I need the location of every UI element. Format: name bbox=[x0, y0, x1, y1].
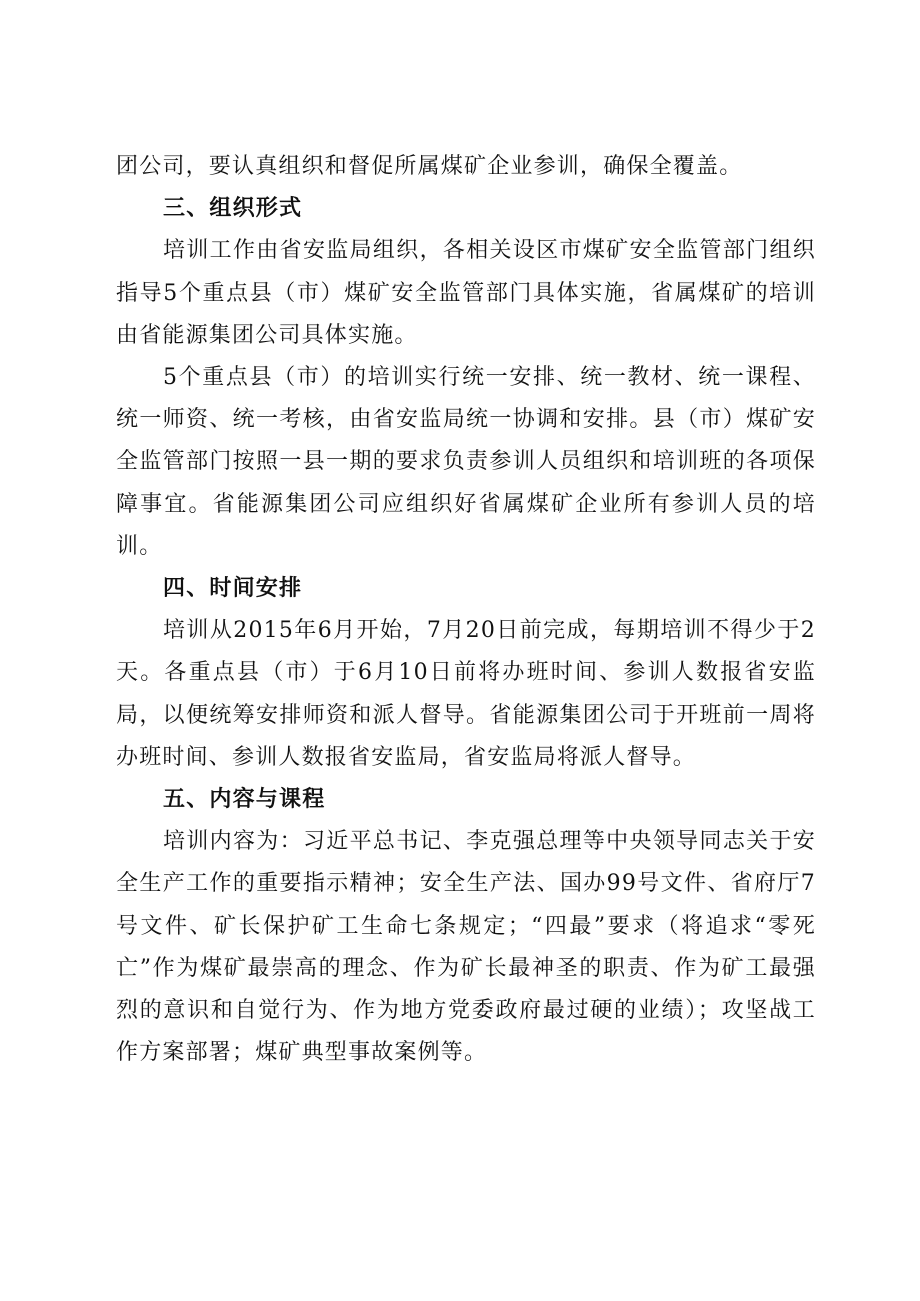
section-heading-content-courses: 五、内容与课程 bbox=[163, 787, 326, 813]
document-body bbox=[116, 146, 816, 1074]
paragraph-organization-2: 5个重点县（市）的培训实行统一安排、统一教材、统一课程、统一师资、统一考核，由省安监局统一协调和安排。县（市）煤矿安全监管部门按照一县一期的要求负责参训人员组织和培训班的各项保障事宜。省能源集团公司应组织好省属煤矿企业所有参训人员的培训。 bbox=[116, 365, 816, 559]
section-heading-organization: 三、组织形式 bbox=[163, 196, 303, 222]
paragraph-content-courses-1: 培训内容为：习近平总书记、李克强总理等中央领导同志关于安全生产工作的重要指示精神；安全生产法、国办99号文件、省府厅7号文件、矿长保护矿工生命七条规定；“四最”要求（将追求“零死亡”作为煤矿最崇高的理念、作为矿长最神圣的职责、作为矿工最强烈的意识和自觉行为、作为地方党委政府最过硬的业绩）；攻坚战工作方案部署；煤矿典型事故案例等。 bbox=[116, 829, 816, 1066]
paragraph-schedule-1: 培训从2015年6月开始，7月20日前完成，每期培训不得少于2天。各重点县（市）于6月10日前将办班时间、参训人数报省安监局，以便统筹安排师资和派人督导。省能源集团公司于开班前一周将办班时间、参训人数报省安监局，省安监局将派人督导。 bbox=[116, 618, 816, 770]
section-heading-schedule: 四、时间安排 bbox=[163, 576, 303, 602]
paragraph-continuation: 团公司，要认真组织和督促所属煤矿企业参训，确保全覆盖。 bbox=[116, 154, 743, 179]
paragraph-organization-1: 培训工作由省安监局组织，各相关设区市煤矿安全监管部门组织指导5个重点县（市）煤矿安全监管部门具体实施，省属煤矿的培训由省能源集团公司具体实施。 bbox=[116, 238, 816, 348]
